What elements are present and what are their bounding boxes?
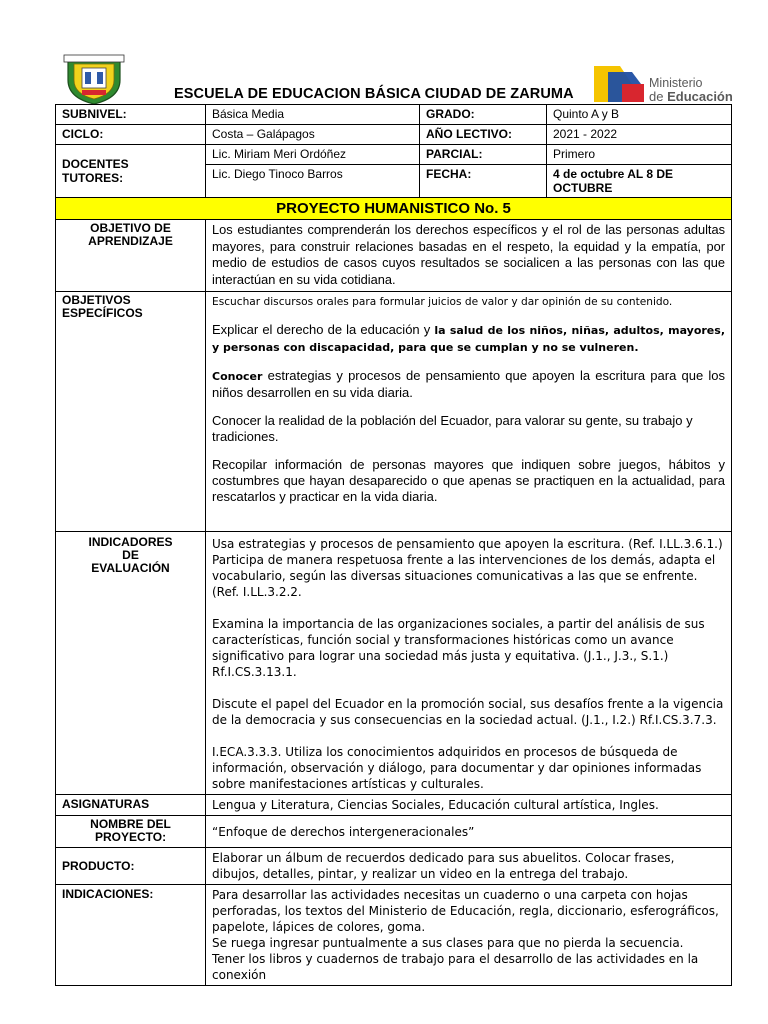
ministry-line-2: de Educación (649, 89, 733, 104)
indicador-5: I.ECA.3.3.3. Utiliza los conocimientos adquiridos en procesos de búsqueda de información, observación y diálogo, para documentar y dar opiniones informadas sobre manifestaciones artísticas y culturales. (212, 745, 702, 791)
asignaturas-label: ASIGNATURAS (56, 795, 206, 816)
nombre-proyecto-label: NOMBRE DEL PROYECTO: (56, 816, 206, 848)
row-banner (56, 198, 732, 220)
producto-label: PRODUCTO: (56, 848, 206, 885)
row-especificos (56, 292, 732, 532)
row-indicaciones (56, 885, 732, 986)
anio-lectivo-label: AÑO LECTIVO: (420, 125, 547, 145)
indicacion-3: Tener los libros y cuadernos de trabajo para el desarrollo de las actividades en la conexión (212, 952, 699, 982)
indicador-2: Participa de manera respetuosa frente a las intervenciones de los demás, adapta el vocabulario, según las diversas situaciones comunicativas a las que se enfrente. (Ref. I.LL.3.2.2. (212, 553, 716, 599)
especifico-3: Conocer estrategias y procesos de pensamiento que apoyen la escritura para que los niños desarrollen en su vida diaria. (212, 368, 725, 400)
indicaciones-content (206, 885, 732, 986)
row-ciclo (56, 125, 732, 145)
indicador-3: Examina la importancia de las organizaciones sociales, a partir del análisis de sus características, función social y transformaciones históricas como un avance significativo para lograr una sociedad más justa y equitativa. (J.1., J.3., S.1.) Rf.I.CS.3.13.1. (212, 617, 705, 679)
docente-2: Lic. Diego Tinoco Barros (206, 165, 420, 198)
fecha-value: 4 de octubre AL 8 DE OCTUBRE (547, 165, 732, 198)
subnivel-value: Básica Media (206, 105, 420, 125)
grado-value: Quinto A y B (547, 105, 732, 125)
anio-lectivo-value: 2021 - 2022 (547, 125, 732, 145)
producto-value: Elaborar un álbum de recuerdos dedicado para sus abuelitos. Colocar frases, dibujos, detalles, pintar, y realizar un video en la entrega del trabajo. (206, 848, 732, 885)
indicadores-label: INDICADORES DE EVALUACIÓN (56, 532, 206, 795)
row-objetivo (56, 220, 732, 292)
ministry-wordmark (649, 77, 733, 103)
especificos-label: OBJETIVOS ESPECÍFICOS (56, 292, 206, 532)
ciclo-label: CICLO: (56, 125, 206, 145)
parcial-label: PARCIAL: (420, 145, 547, 165)
especificos-content (206, 292, 732, 532)
ministry-line-1: Ministerio (649, 76, 703, 90)
nombre-proyecto-value: “Enfoque de derechos intergeneracionales” (206, 816, 732, 848)
row-asignaturas (56, 795, 732, 816)
especifico-4: Conocer la realidad de la población del Ecuador, para valorar su gente, su trabajo y tradiciones. (212, 413, 693, 444)
docente-1: Lic. Miriam Meri Ordóñez (206, 145, 420, 165)
objetivo-label: OBJETIVO DE APRENDIZAJE (56, 220, 206, 292)
school-title: ESCUELA DE EDUCACION BÁSICA CIUDAD DE ZARUMA (174, 86, 574, 102)
indicadores-content (206, 532, 732, 795)
row-nombre (56, 816, 732, 848)
grado-label: GRADO: (420, 105, 547, 125)
especifico-1: Escuchar discursos orales para formular juicios de valor y dar opinión de su contenido. (212, 296, 673, 308)
especifico-2: Explicar el derecho de la educación y la salud de los niños, niñas, adultos, mayores, y personas con discapacidad, para que se cumplan y no se vulneren. (212, 322, 725, 354)
ciclo-value: Costa – Galápagos (206, 125, 420, 145)
row-subnivel (56, 105, 732, 125)
subnivel-label: SUBNIVEL: (56, 105, 206, 125)
row-docentes-1 (56, 145, 732, 165)
especifico-5: Recopilar información de personas mayores que indiquen sobre juegos, hábitos y costumbres que hayan desaparecido o que apenas se practiquen en la actualidad, para rescatarlos y practicar en la vida diaria. (212, 457, 725, 504)
indicacion-1: Para desarrollar las actividades necesitas un cuaderno o una carpeta con hojas perforadas, los textos del Ministerio de Educación, regla, diccionario, esferográficos, papelote, lápices de colores, goma. (212, 888, 719, 934)
asignaturas-value: Lengua y Literatura, Ciencias Sociales, Educación cultural artística, Ingles. (206, 795, 732, 816)
fecha-label: FECHA: (420, 165, 547, 198)
school-crest-logo (60, 50, 128, 106)
docentes-label: DOCENTES TUTORES: (56, 145, 206, 198)
row-producto (56, 848, 732, 885)
indicador-4: Discute el papel del Ecuador en la promoción social, sus desafíos frente a la vigencia de la democracia y sus consecuencias en la sociedad actual. (J.1., I.2.) Rf.I.CS.3.7.3. (212, 697, 724, 727)
indicacion-2: Se ruega ingresar puntualmente a sus clases para que no pierda la secuencia. (212, 936, 684, 950)
objetivo-text: Los estudiantes comprenderán los derechos específicos y el rol de las personas adultas mayores, para construir relaciones basadas en el respeto, la equidad y la empatía, por medio de estudios de casos cuyos resultados se socialicen a las personas con las que interactúan en su vida cotidiana. (206, 220, 732, 292)
indicador-1: Usa estrategias y procesos de pensamiento que apoyen la escritura. (Ref. I.LL.3.6.1.) (212, 537, 723, 551)
project-table (55, 104, 732, 986)
indicaciones-label: INDICACIONES: (56, 885, 206, 986)
row-indicadores (56, 532, 732, 795)
parcial-value: Primero (547, 145, 732, 165)
project-title-banner: PROYECTO HUMANISTICO No. 5 (56, 198, 732, 220)
